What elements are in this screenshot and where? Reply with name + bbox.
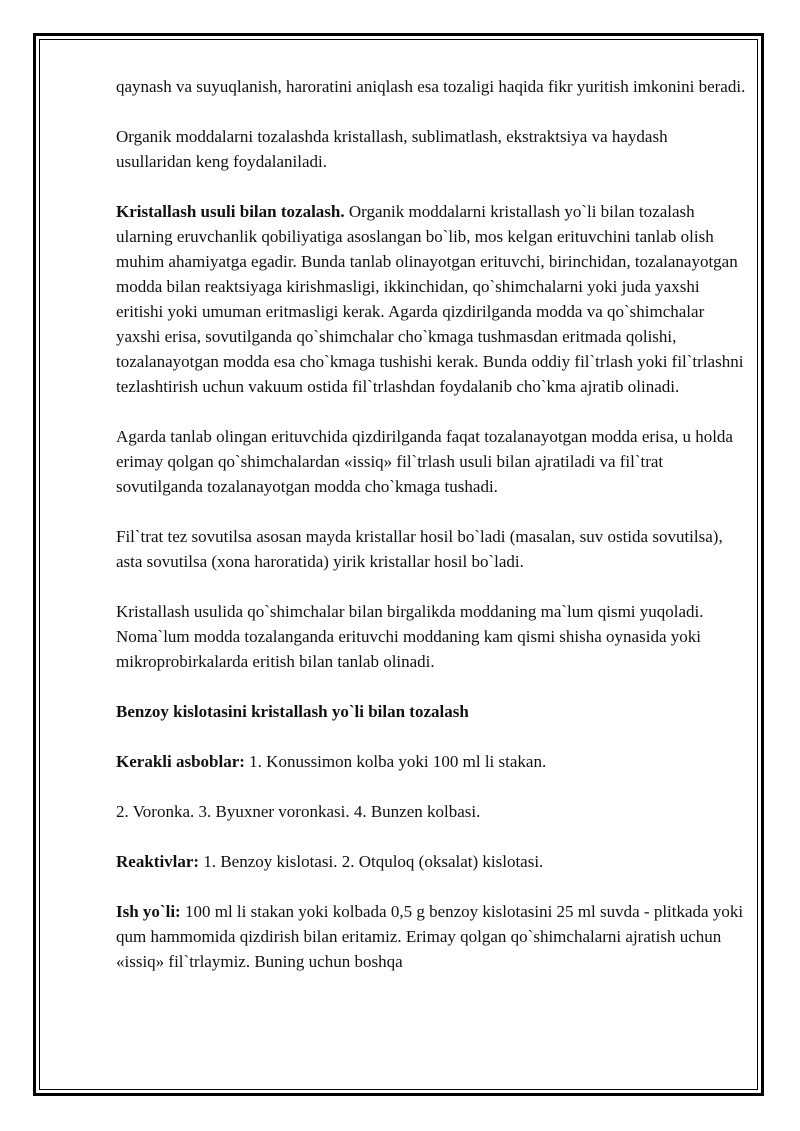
crystallization-heading: Kristallash usuli bilan tozalash. [116, 202, 345, 221]
paragraph-procedure [116, 899, 746, 974]
equipment-text: 1. Konussimon kolba yoki 100 ml li stakan. [244, 752, 547, 771]
reagents-text: 1. Benzoy kislotasi. 2. Otquloq (oksalat) kislotasi. [199, 852, 544, 871]
crystallization-text: Organik moddalarni kristallash yo`li bilan tozalash ularning eruvchanlik qobiliyatiga asoslangan bo`lib, mos kelgan erituvchini tanlab olish muhim ahamiyatga egadir. Bunda tanlab olinayotgan erituvchi, birinchidan, tozalanayotgan modda bilan reaktsiyaga kirishmasligi, ikkinchidan, qo`shimchalarni yoki juda yaxshi eritishi yoki umuman eritmasligi kerak. Agarda qizdirilganda modda va qo`shimchalar yaxshi erisa, sovutilganda qo`shimchalar cho`kmaga tushmasdan eritmada qolishi, tozalanayotgan modda esa cho`kmaga tushishi kerak. Bunda oddiy fil`trlash yoki fil`trlashni tezlashtirish uchun vakuum ostida fil`trlashdan foydalanib cho`kma ajratib olinadi. [116, 202, 744, 396]
reagents-label: Reaktivlar: [116, 852, 200, 871]
paragraph-boiling-melting: qaynash va suyuqlanish, haroratini aniqlash esa tozaligi haqida fikr yuritish imkonini beradi. [116, 77, 746, 96]
procedure-text: 100 ml li stakan yoki kolbada 0,5 g benzoy kislotasini 25 ml suvda - plitkada yoki qum hammomida qizdirish bilan eritamiz. Erimay qolgan qo`shimchalarni ajratish uchun «issiq» fil`trlaymiz. Buning uchun boshqa [116, 902, 744, 971]
paragraph-crystallization [116, 199, 746, 399]
paragraph-unknown-substance: Noma`lum modda tozalanganda erituvchi moddaning kam qismi shisha oynasida yoki mikroprobirkalarda eritish bilan tanlab olinadi. [116, 627, 701, 671]
paragraph-cooling-crystals: Fil`trat tez sovutilsa asosan mayda kristallar hosil bo`ladi (masalan, suv ostida sovutilsa), asta sovutilsa (xona haroratida) yirik kristallar hosil bo`ladi. [116, 527, 723, 571]
document-body [116, 74, 746, 999]
section-title: Benzoy kislotasini kristallash yo`li bilan tozalash [116, 702, 469, 721]
paragraph-equipment-continued: 2. Voronka. 3. Byuxner voronkasi. 4. Bunzen kolbasi. [116, 802, 481, 821]
paragraph-hot-filtration: Agarda tanlab olingan erituvchida qizdirilganda faqat tozalanayotgan modda erisa, u holda erimay qolgan qo`shimchalardan «issiq» fil`trlash usuli bilan ajratiladi va fil`trat sovutilganda tozalanayotgan modda cho`kmaga tushadi. [116, 427, 733, 496]
paragraph-reagents [116, 849, 746, 874]
paragraph-equipment [116, 749, 746, 774]
paragraph-purification-methods: Organik moddalarni tozalashda kristallash, sublimatlash, ekstraktsiya va haydash usullaridan keng foydalaniladi. [116, 127, 668, 171]
procedure-label: Ish yo`li: [116, 902, 181, 921]
equipment-label: Kerakli asboblar: [116, 752, 245, 771]
paragraph-loss: Kristallash usulida qo`shimchalar bilan birgalikda moddaning ma`lum qismi yuqoladi. [116, 602, 704, 621]
